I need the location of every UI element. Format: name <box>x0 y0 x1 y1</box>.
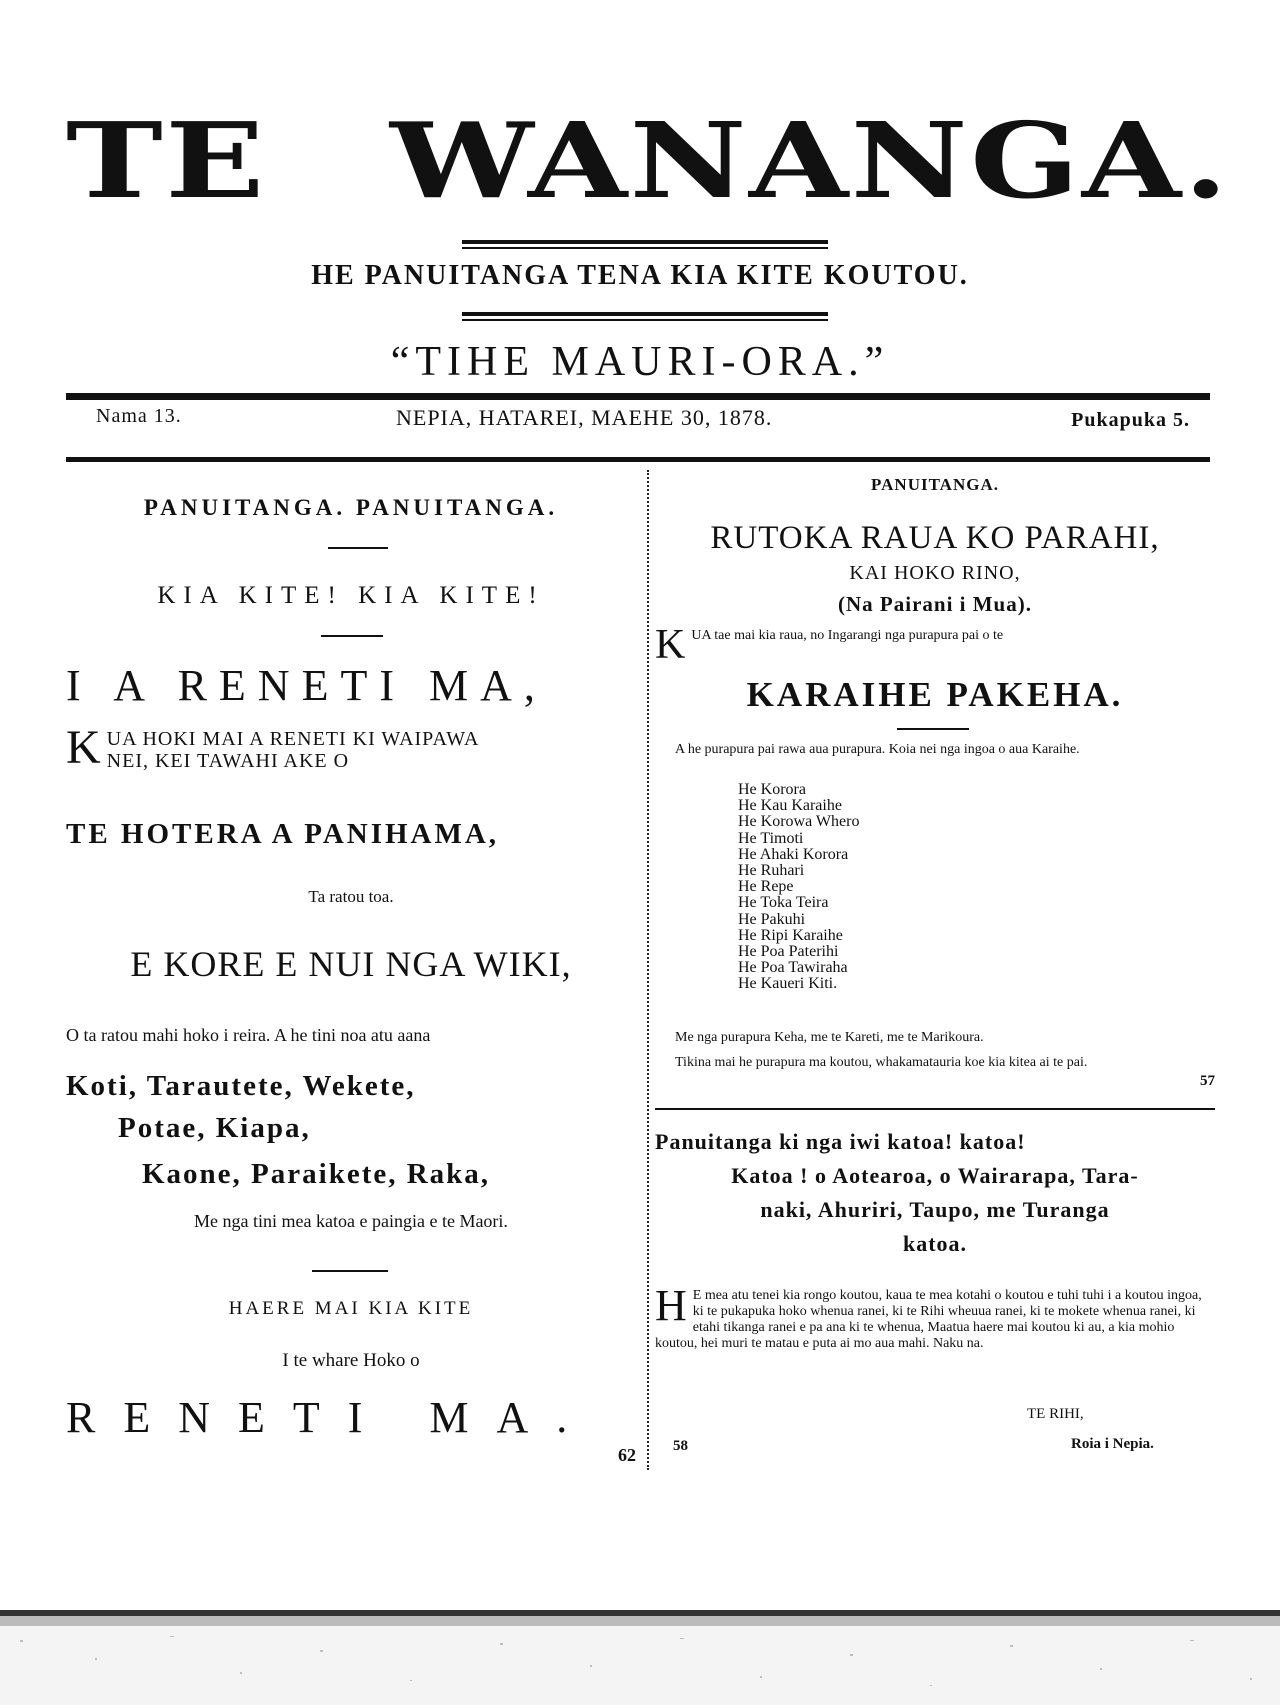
seed-body: A he purapura pai rawa aua purapura. Koia nei nga ingoa o aua Karaihe. <box>675 742 1080 757</box>
merchant-location: (Na Pairani i Mua). <box>838 592 1032 616</box>
header-rule-top <box>66 393 1210 400</box>
ad-number: 57 <box>1200 1073 1215 1089</box>
list-item: He Timoti <box>738 829 804 847</box>
masthead-rule <box>462 240 828 249</box>
paper-edge-texture <box>0 1610 1280 1705</box>
list-item: He Poa Paterihi <box>738 943 839 961</box>
ad-number: 62 <box>618 1445 636 1465</box>
intro-line: NEI, KEI TAWAHI AKE O <box>106 750 350 772</box>
rule <box>328 547 388 549</box>
right-ad-header: PANUITANGA. <box>871 475 999 494</box>
header-rule-bottom <box>66 457 1210 462</box>
left-ad-header: PANUITANGA. PANUITANGA. <box>143 495 559 520</box>
rule <box>312 1270 388 1272</box>
headline: KARAIHE PAKEHA. <box>746 675 1124 714</box>
list-item: He Korowa Whero <box>738 813 860 831</box>
shop-note: Ta ratou toa. <box>308 887 394 906</box>
issue-number: Nama 13. <box>96 405 182 427</box>
seed-intro <box>655 622 1215 668</box>
come-line: HAERE MAI KIA KITE <box>228 1298 474 1319</box>
seed-closing: Tikina mai he purapura ma koutou, whakamatauria koe kia kitea ai te pai. <box>675 1055 1088 1070</box>
hotel-name: TE HOTERA A PANIHAMA, <box>66 818 500 850</box>
land-notice-body <box>655 1281 1215 1352</box>
list-item: He Poa Tawiraha <box>738 959 848 977</box>
list-item: He Repe <box>738 878 794 896</box>
subtitle-rule <box>462 312 828 321</box>
drop-cap: H <box>655 1281 687 1330</box>
signature: RENETI MA. <box>66 1393 596 1442</box>
masthead-subtitle: HE PANUITANGA TENA KIA KITE KOUTOU. <box>311 260 969 291</box>
ad-separator <box>655 1108 1215 1110</box>
list-item: He Pakuhi <box>738 910 806 928</box>
kia-kite-line: KIA KITE! KIA KITE! <box>157 582 545 609</box>
ad-number: 58 <box>673 1438 688 1454</box>
heading-line: naki, Ahuriri, Taupo, me Turanga <box>760 1197 1110 1222</box>
masthead <box>60 99 1231 222</box>
signature-place: Roia i Nepia. <box>1071 1436 1154 1452</box>
issue-info-row <box>66 405 1210 439</box>
intro-paragraph <box>66 721 636 774</box>
intro-line: UA HOKI MAI A RENETI KI WAIPAWA <box>106 728 480 750</box>
land-notice-text: E mea atu tenei kia rongo koutou, kaua te mea kotahi o koutou e tuhi tuhi i a koutou ingoa, ki te pukapuka hoko whenua ranei, ki te Rihi wheuua ranei, ki te mokete whenua ranei, ki etahi tikanga ranei e pa ana ki te whenua, Maatua haere mai koutou ki au, a kia mohio koutou, hei muri te matau e puta ai mo aua mahi. Naku na. <box>655 1288 1202 1351</box>
weeks-line: E KORE E NUI NGA WIKI, <box>130 944 572 984</box>
heading-line: katoa. <box>902 1231 968 1256</box>
seed-extra: Me nga purapura Keha, me te Kareti, me te Marikoura. <box>675 1030 984 1045</box>
list-item: He Ripi Karaihe <box>738 926 843 944</box>
list-item: He Kaueri Kiti. <box>738 975 838 993</box>
seed-list <box>738 782 859 993</box>
rule <box>321 635 383 637</box>
masthead-title-te: TE <box>66 99 267 222</box>
drop-cap: K <box>655 622 686 668</box>
drop-cap: K <box>66 721 101 774</box>
rule <box>897 728 969 730</box>
list-item: He Ahaki Korora <box>738 845 849 863</box>
seed-intro-text: UA tae mai kia raua, no Ingarangi nga purapura pai o te <box>691 628 1004 643</box>
list-item: He Korora <box>738 781 806 798</box>
goods-line: Potae, Kiapa, <box>118 1112 311 1144</box>
issue-volume: Pukapuka 5. <box>1071 409 1190 431</box>
advertiser-name: I A RENETI MA, <box>66 661 547 710</box>
signature-name: TE RIHI, <box>1027 1406 1084 1422</box>
list-item: He Toka Teira <box>738 894 829 912</box>
heading-line: Katoa ! o Aotearoa, o Wairarapa, Tara- <box>731 1163 1139 1188</box>
masthead-motto: “TIHE MAURI-ORA.” <box>390 339 890 385</box>
merchant-trade: KAI HOKO RINO, <box>849 562 1021 584</box>
land-notice-heading <box>655 1125 1215 1261</box>
list-item: He Ruhari <box>738 862 805 880</box>
masthead-title-wananga: WANANGA. <box>390 99 1231 222</box>
goods-line: Koti, Tarautete, Wekete, <box>66 1070 416 1102</box>
goods-line: Kaone, Paraikete, Raka, <box>142 1158 491 1190</box>
issue-date: NEPIA, HATAREI, MAEHE 30, 1878. <box>396 405 773 430</box>
goods-note: Me nga tini mea katoa e paingia e te Maori. <box>194 1211 508 1231</box>
column-divider <box>647 470 651 1470</box>
store-line: I te whare Hoko o <box>282 1350 420 1371</box>
merchant-name: RUTOKA RAUA KO PARAHI, <box>710 520 1160 556</box>
list-item: He Kau Karaihe <box>738 797 842 815</box>
trade-line: O ta ratou mahi hoko i reira. A he tini noa atu aana <box>66 1025 431 1045</box>
heading-line: Panuitanga ki nga iwi katoa! katoa! <box>655 1129 1026 1154</box>
